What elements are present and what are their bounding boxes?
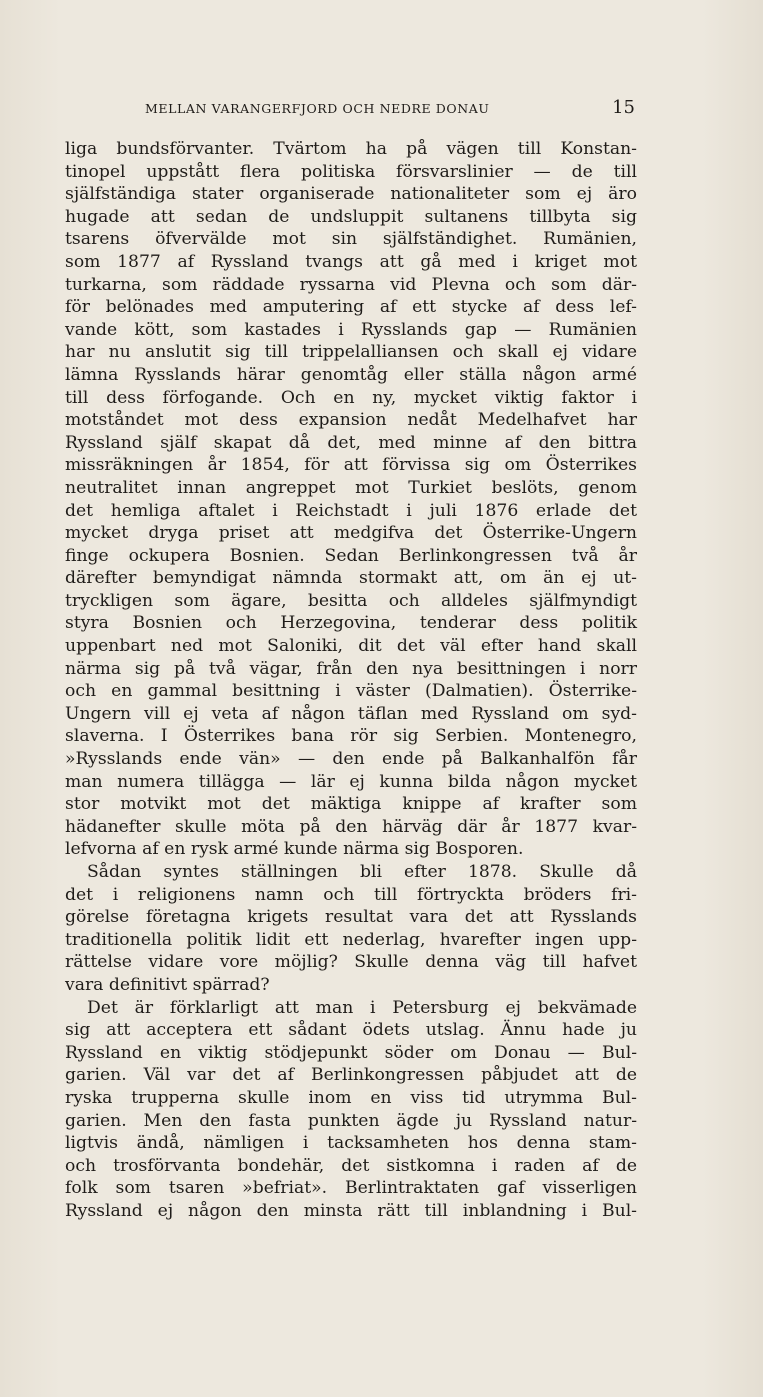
text-line: närma sig på två vägar, från den nya besittningen i norr (65, 658, 637, 679)
text-line: lämna Rysslands härar genomtåg eller ställa någon armé (65, 364, 637, 385)
text-line: hädanefter skulle möta på den härväg där år 1877 kvar- (65, 816, 637, 837)
running-head: MELLAN VARANGERFJORD OCH NEDRE DONAU (145, 101, 490, 116)
text-line: själfständiga stater organiserade nationaliteter som ej äro (65, 184, 637, 205)
text-line: Sådan syntes ställningen bli efter 1878. Skulle då (87, 862, 637, 882)
text-line: det hemliga aftalet i Reichstadt i juli 1876 erlade det (65, 500, 637, 521)
text-line: sig att acceptera ett sådant ödets utslag. Ännu hade ju (65, 1020, 637, 1041)
page-number: 15 (612, 97, 635, 118)
text-line: vande kött, som kastades i Rysslands gap — Rumänien (65, 319, 637, 340)
text-line: stor motvikt mot det mäktiga knippe af krafter som (65, 794, 637, 815)
text-line: Ryssland en viktig stödjepunkt söder om Donau — Bul- (65, 1042, 637, 1063)
body-text (65, 138, 637, 1223)
text-line: för belönades med amputering af ett stycke af dess lef- (65, 297, 637, 318)
text-line: rättelse vidare vore möjlig? Skulle denna väg till hafvet (65, 952, 637, 973)
text-line: garien. Men den fasta punkten ägde ju Ryssland natur- (65, 1110, 637, 1131)
text-line: man numera tillägga — lär ej kunna bilda någon mycket (65, 771, 637, 792)
text-line: Det är förklarligt att man i Petersburg ej bekvämade (87, 997, 637, 1018)
text-line: finge ockupera Bosnien. Sedan Berlinkongressen två år (65, 545, 637, 566)
text-line: slaverna. I Österrikes bana rör sig Serbien. Montenegro, (65, 726, 637, 747)
text-line: Ryssland ej någon den minsta rätt till inblandning i Bul- (65, 1200, 637, 1221)
text-line: garien. Väl var det af Berlinkongressen påbjudet att de (65, 1065, 637, 1086)
text-line: och en gammal besittning i väster (Dalmatien). Österrike- (65, 681, 637, 702)
text-line: neutralitet innan angreppet mot Turkiet beslöts, genom (65, 477, 637, 498)
text-line: styra Bosnien och Herzegovina, tenderar dess politik (65, 613, 637, 634)
text-line: till dess förfogande. Och en ny, mycket viktig faktor i (65, 387, 637, 408)
text-line: motståndet mot dess expansion nedåt Medelhafvet har (65, 410, 637, 431)
text-line: Ryssland själf skapat då det, med minne af den bittra (65, 432, 637, 453)
text-line: tsarens öfvervälde mot sin själfständighet. Rumänien, (65, 229, 637, 250)
text-line: som 1877 af Ryssland tvangs att gå med i kriget mot (65, 251, 637, 272)
text-line: hugade att sedan de undsluppit sultanens tillbyta sig (65, 206, 637, 227)
text-line: och trosförvanta bondehär, det sistkomna i raden af de (65, 1155, 637, 1176)
text-line: lefvorna af en rysk armé kunde närma sig Bosporen. (65, 839, 524, 860)
text-line: därefter bemyndigat nämnda stormakt att, om än ej ut- (65, 568, 637, 589)
text-line: tryckligen som ägare, besitta och alldeles själfmyndigt (65, 590, 637, 611)
text-line: folk som tsaren »befriat». Berlintraktaten gaf visserligen (65, 1178, 637, 1199)
text-line: tinopel uppstått flera politiska försvarslinier — de till (65, 161, 637, 182)
text-line: Ungern vill ej veta af någon täflan med Ryssland om syd- (65, 703, 637, 724)
text-line: ligtvis ändå, nämligen i tacksamheten hos denna stam- (65, 1133, 637, 1154)
text-line: turkarna, som räddade ryssarna vid Plevna och som där- (65, 274, 637, 295)
text-line: uppenbart ned mot Saloniki, dit det väl efter hand skall (65, 636, 637, 657)
text-line: liga bundsförvanter. Tvärtom ha på vägen till Konstan- (65, 139, 637, 159)
text-line: ryska trupperna skulle inom en viss tid utrymma Bul- (65, 1087, 637, 1108)
text-line: har nu anslutit sig till trippelalliansen och skall ej vidare (65, 342, 637, 363)
page-header (145, 99, 635, 119)
text-line: mycket dryga priset att medgifva det Österrike-Ungern (65, 523, 637, 544)
text-line: vara definitivt spärrad? (65, 974, 270, 995)
text-line: det i religionens namn och till förtryckta bröders fri- (65, 884, 637, 905)
text-line: traditionella politik lidit ett nederlag, hvarefter ingen upp- (65, 929, 637, 950)
text-line: görelse företagna krigets resultat vara det att Rysslands (65, 907, 637, 928)
text-line: missräkningen år 1854, för att förvissa sig om Österrikes (65, 455, 637, 476)
text-line: »Rysslands ende vän» — den ende på Balkanhalfön får (65, 749, 637, 770)
